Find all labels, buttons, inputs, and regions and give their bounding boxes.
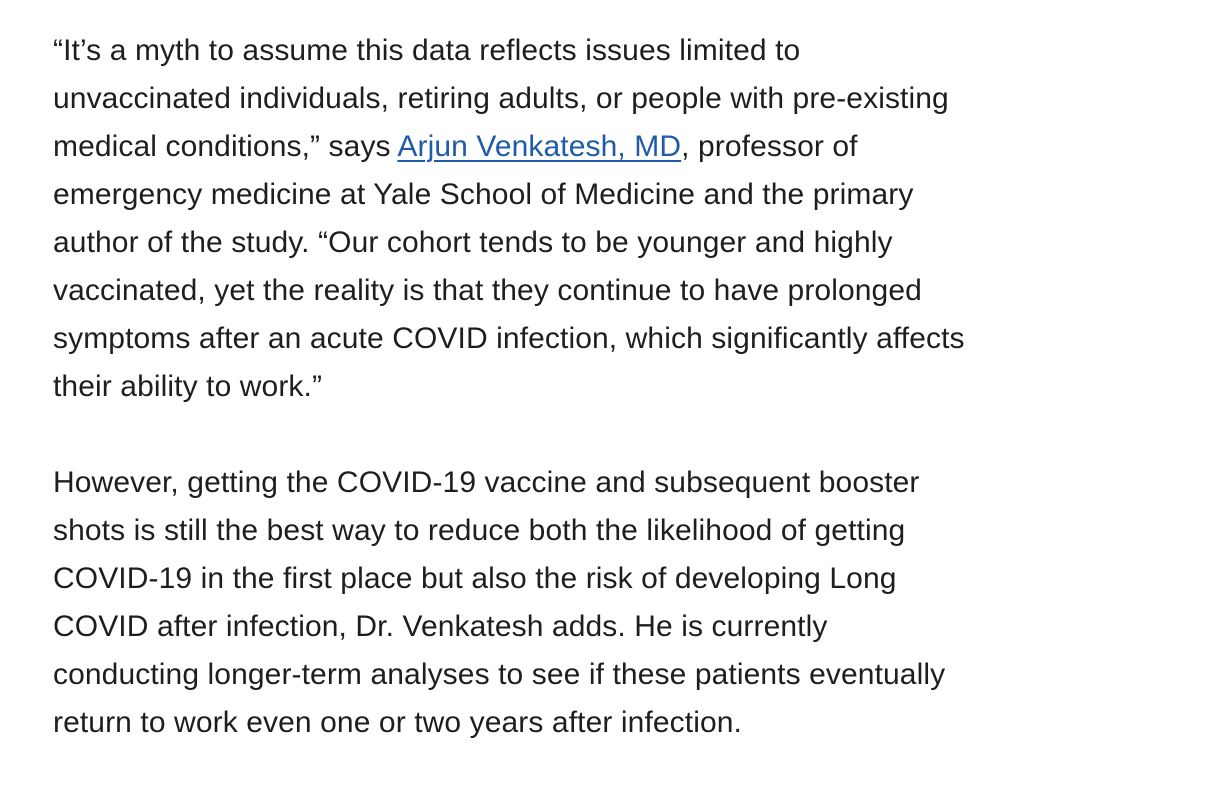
text-line: their ability to work.” (53, 370, 323, 403)
text-line: shots is still the best way to reduce both the likelihood of getting (53, 514, 906, 547)
text-line: return to work even one or two years after infection. (53, 706, 742, 739)
text-line: vaccinated, yet the reality is that they continue to have prolonged (53, 274, 922, 307)
text-line: unvaccinated individuals, retiring adults, or people with pre-existing (53, 82, 949, 115)
paragraph-quote (53, 27, 1203, 411)
text-segment: , professor of (681, 130, 858, 163)
article-body (53, 27, 1203, 747)
text-line: symptoms after an acute COVID infection, which significantly affects (53, 322, 965, 355)
text-line: author of the study. “Our cohort tends to be younger and highly (53, 226, 893, 259)
text-line: COVID after infection, Dr. Venkatesh adds. He is currently (53, 610, 828, 643)
paragraph-vaccine (53, 459, 1203, 747)
text-line: emergency medicine at Yale School of Medicine and the primary (53, 178, 914, 211)
text-line: COVID-19 in the first place but also the risk of developing Long (53, 562, 897, 595)
text-line-with-link (53, 123, 1203, 171)
text-line: “It’s a myth to assume this data reflects issues limited to (53, 34, 801, 67)
text-segment: medical conditions,” says (53, 130, 398, 163)
text-line: However, getting the COVID-19 vaccine and subsequent booster (53, 466, 920, 499)
text-line: conducting longer-term analyses to see if these patients eventually (53, 658, 946, 691)
author-profile-link[interactable]: Arjun Venkatesh, MD (397, 130, 682, 163)
